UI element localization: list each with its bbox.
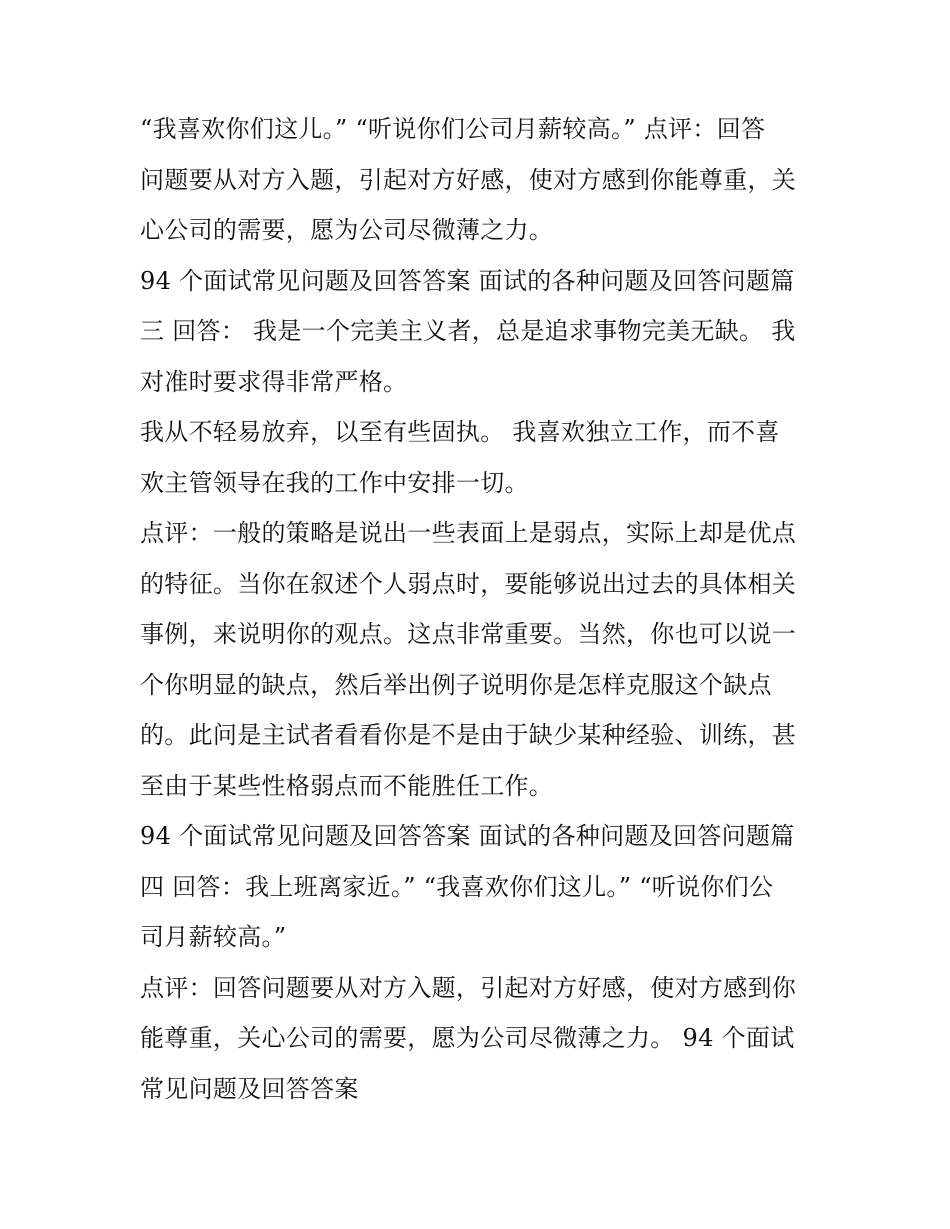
text-line: 司月薪较高。” [140,923,287,951]
text-line: 四 回答：我上班离家近。” “我喜欢你们这儿。” “听说你们公 [140,872,774,901]
text-line: 对准时要求得非常严格。 [140,367,408,396]
document-body [140,104,820,1114]
text-line: 94 个面试常见问题及回答答案 面试的各种问题及回答问题篇 [140,822,795,850]
text-line: 点评：回答问题要从对方入题，引起对方好感，使对方感到你 [140,973,797,1002]
text-line: 三 回答： 我是一个完美主义者，总是追求事物完美无缺。 我 [140,317,796,345]
text-line: 能尊重，关心公司的需要，愿为公司尽微薄之力。 94 个面试 [140,1024,795,1052]
text-line: 常见问题及回答答案 [140,1074,359,1103]
text-line: 我从不轻易放弃，以至有些固执。 我喜欢独立工作，而不喜 [140,418,780,446]
text-line: 事例，来说明你的观点。这点非常重要。当然，你也可以说一 [140,620,797,648]
text-line: 至由于某些性格弱点而不能胜任工作。 [140,771,554,800]
text-line: 点评：一般的策略是说出一些表面上是弱点，实际上却是优点 [140,519,797,547]
text-line: “我喜欢你们这儿。” “听说你们公司月薪较高。” 点评：回答 [140,115,766,143]
text-line: 欢主管领导在我的工作中安排一切。 [140,468,529,497]
text-line: 94 个面试常见问题及回答答案 面试的各种问题及回答问题篇 [140,266,795,295]
text-line: 心公司的需要，愿为公司尽微薄之力。 [140,216,554,244]
text-line: 的。此问是主试者看看你是不是由于缺少某种经验、训练，甚 [140,721,797,749]
text-line: 问题要从对方入题，引起对方好感，使对方感到你能尊重，关 [140,165,797,194]
text-line: 个你明显的缺点，然后举出例子说明你是怎样克服这个缺点 [140,670,772,699]
text-line: 的特征。当你在叙述个人弱点时，要能够说出过去的具体相关 [140,569,797,598]
